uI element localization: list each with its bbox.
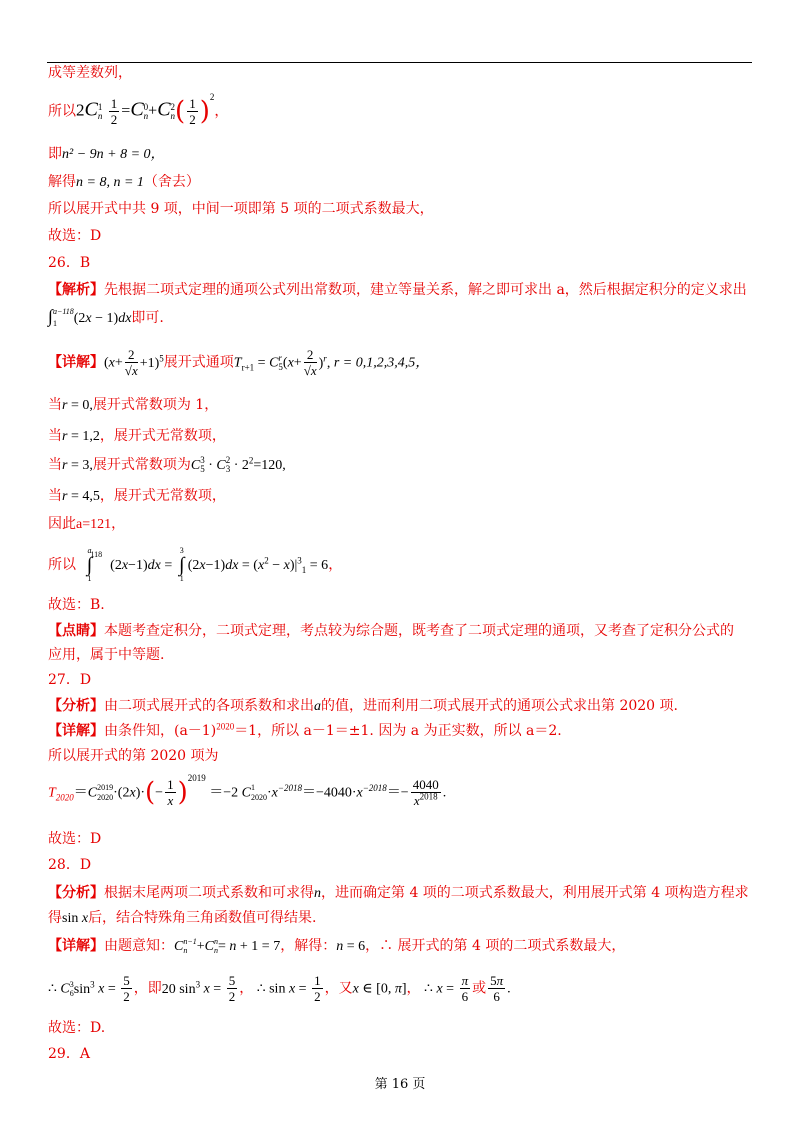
text-line: 当r = 0,展开式常数项为 1， — [48, 397, 219, 413]
formula-line: 所以2C 1 n $\frac{1}{2}$ =C 0 n +C 2 n ( $\frac{1}{2}$ )$^2$， — [48, 91, 229, 127]
text-line: 所以展开式的第 2020 项为 — [48, 748, 219, 764]
detail-line: 【详解】由题意知：C n−1 n +C n n = n + 1 = 7，解得：n = 6，∴ 展开式的第 4 项的二项式系数最大， — [48, 937, 626, 955]
text-line: 解得n = 8, n = 1（舍去） — [48, 174, 200, 190]
text-line: 因此a=121， — [48, 516, 126, 532]
text-line: 成等差数列， — [48, 65, 132, 81]
formula-line: ∴ C 3 6 $\sin^3 x$ = $\frac{5}{2}$ ，即20 $\sin^3 x$ = $\frac{5}{2}$ ， ∴ sin x = $\frac{1}{2}$ ，又x ∈ [0, π]， ∴ x = $\frac{\pi}{6}$ 或 $\frac{5\pi}{6}$ . — [48, 973, 511, 1004]
page-footer: 第 16 页 — [374, 1077, 426, 1092]
formula-line: $T_{2020}=C$ 2019 2020 ·(2x)·(− $\frac{1}{x}$ )$^{2019}$ ＝−2 C 1 2020 $\cdot x^{-2018}=-4040\cdot x^{-2018}=-$ $\frac{4040}{x^{2018}}$ . — [48, 772, 447, 808]
text-line: 故选：D — [48, 831, 102, 847]
analysis-line: 得sin x后，结合特殊角三角函数值可得结果. — [48, 910, 317, 926]
text-line: 故选：B. — [48, 597, 105, 613]
formula-line: ∫ a−118 1 (2x − 1)dx即可. — [48, 306, 164, 328]
analysis-line: 【分析】根据末尾两项二项式系数和可求得n，进而确定第 4 项的二项式系数最大，利用展开式第 4 项构造方程求 — [48, 885, 749, 901]
analysis-line: 【解析】先根据二项式定理的通项公式列出常数项，建立等量关系，解之即可求出 a，然后根据定积分的定义求出 — [48, 282, 747, 298]
text-line: 当r = 4,5，展开式无常数项， — [48, 488, 226, 504]
comment-line: 应用，属于中等题. — [48, 647, 165, 663]
text-line: 故选：D. — [48, 1020, 106, 1036]
analysis-line: 【分析】由二项式展开式的各项系数和求出a的值，进而利用二项式展开式的通项公式求出第 2020 项. — [48, 698, 678, 714]
detail-line: 【详解】由条件知，$(a-1)^{2020}=1$，所以 a－1＝±1. 因为 a 为正实数，所以 a＝2. — [48, 721, 562, 739]
formula-line: 所以 a ∫ 1 $^{118}$(2x−1)dx = 3 ∫ 1 $(2x-1)dx = (x^2 - x)|^3_1 = 6$， — [48, 546, 343, 583]
text-line: 故选：D — [48, 228, 102, 244]
question-number: 29．A — [48, 1046, 90, 1062]
question-number: 26．B — [48, 255, 91, 271]
text-line: 即n² − 9n + 8 = 0， — [48, 146, 165, 162]
header-rule — [47, 62, 752, 63]
question-number: 27．D — [48, 672, 92, 688]
text-line: 当r = 3,展开式常数项为C 3 5 · C 2 3 · $2^2=120$, — [48, 455, 286, 474]
text-line: 当r = 1,2，展开式无常数项， — [48, 428, 226, 444]
text-line: 所以展开式中共 9 项，中间一项即第 5 项的二项式系数最大， — [48, 201, 434, 217]
question-number: 28．D — [48, 857, 92, 873]
formula-line: 【详解】(x+ $\frac{2}{√x}$ +1)$^5$展开式通项$T_{r+1} = C$ r 5 (x+ $\frac{2}{√x}$ )$^r$, r = 0,1,2,3,4,5， — [48, 347, 430, 378]
comment-line: 【点睛】本题考查定积分，二项式定理，考点较为综合题，既考查了二项式定理的通项，又考查了定积分公式的 — [48, 623, 734, 639]
